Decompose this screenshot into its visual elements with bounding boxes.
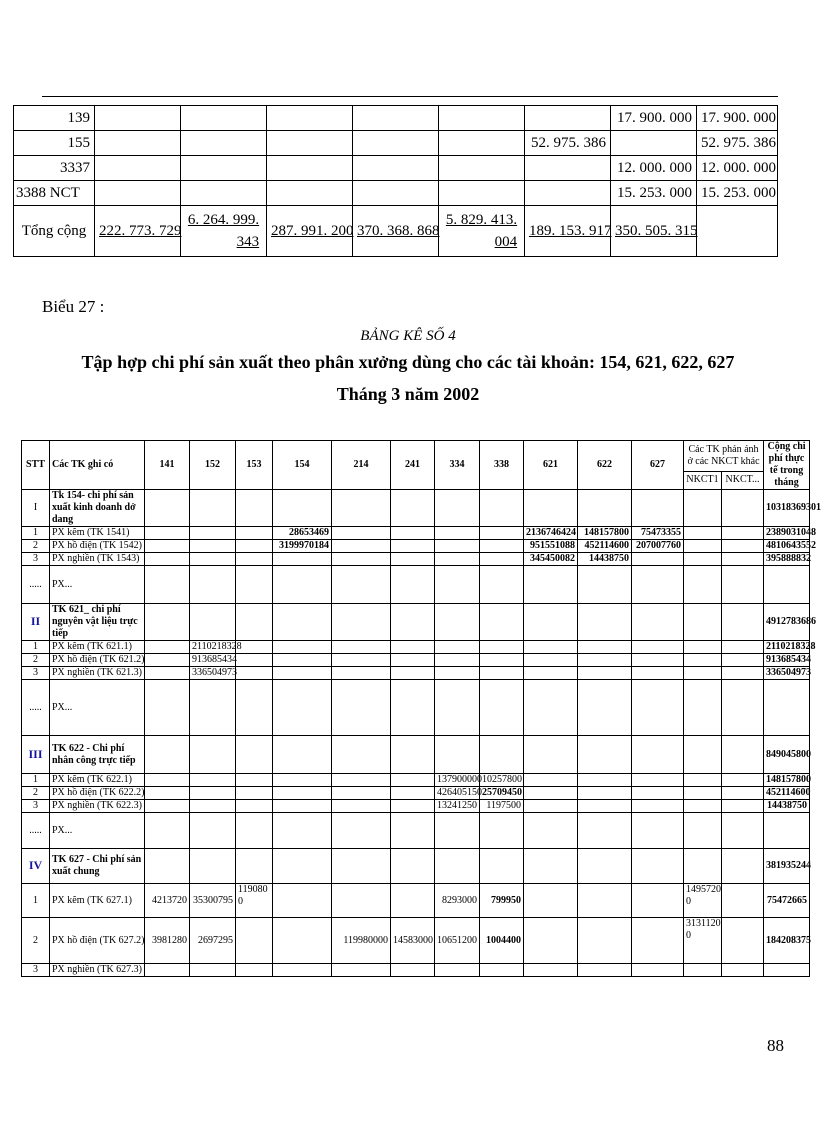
- section-total: 4912783686: [764, 604, 810, 641]
- top-row-139: [14, 106, 778, 131]
- section-row: [22, 736, 810, 774]
- col-header: 154: [273, 441, 332, 490]
- row-label: 155: [14, 131, 95, 156]
- cell: 52. 975. 386: [697, 131, 778, 156]
- table-row: 3 PX nghiền (TK 1543) 345450082 14438750 395888832: [22, 553, 810, 566]
- cost-table: [21, 440, 821, 977]
- table-row: 3 PX nghiền (TK 621.3) 336504973 336504973: [22, 667, 810, 680]
- col-header: 338: [480, 441, 524, 490]
- section-number: II: [30, 614, 41, 628]
- col-header: 141: [145, 441, 190, 490]
- table-row: 3 PX nghiền (TK 622.3) 13241250 1197500 14438750: [22, 800, 810, 813]
- section-label: TK 621_ chi phí nguyên vật liệu trực tiếp: [50, 604, 145, 641]
- table-row: ..... PX...: [22, 566, 810, 604]
- top-row-3388: [14, 181, 778, 206]
- top-total-row: [14, 206, 778, 257]
- table-row: 2 PX hồ điện (TK 1542) 3199970184 951551088 452114600 207007760 4810643552: [22, 540, 810, 553]
- total-cell: 287. 991. 200: [271, 222, 354, 239]
- cell: 17. 900. 000: [697, 106, 778, 131]
- header-row: [22, 441, 810, 472]
- total-cell: 6. 264. 999.: [187, 212, 260, 228]
- top-rule: [42, 96, 778, 97]
- col-header: Cộng chi phí thực tế trong tháng: [764, 441, 810, 490]
- page-title: Tập hợp chi phí sản xuất theo phân xưởng dùng cho các tài khoản: 154, 621, 622, 627: [81, 352, 735, 372]
- top-row-155: [14, 131, 778, 156]
- col-header: 241: [391, 441, 435, 490]
- table-row: ..... PX...: [22, 680, 810, 736]
- table-row: 2 PX hồ điện (TK 622.2) 426405150 25709450 452114600: [22, 787, 810, 800]
- col-header: NKCT...: [722, 471, 764, 489]
- section-label: TK 627 - Chi phí sản xuất chung: [50, 849, 145, 884]
- table-row: 1 PX kẽm (TK 622.1) 137900000 10257800 148157800: [22, 774, 810, 787]
- row-label: 3337: [14, 156, 95, 181]
- col-header: NKCT1: [684, 471, 722, 489]
- cell: 12. 000. 000: [611, 156, 697, 181]
- section-number: III: [28, 746, 43, 761]
- report-code: BẢNG KÊ SỐ 4: [360, 328, 456, 344]
- col-header: 153: [236, 441, 273, 490]
- total-cell: 004: [494, 234, 518, 250]
- section-total: 10318369301: [764, 490, 810, 527]
- section-row: [22, 604, 810, 641]
- section-total: 381935244: [764, 849, 810, 884]
- cell: 15. 253. 000: [611, 181, 697, 206]
- total-cell: 343: [236, 234, 260, 250]
- table-row: 1 PX kẽm (TK 1541) 28653469 2136746424 148157800 75473355 2389031048: [22, 527, 810, 540]
- row-label: 139: [14, 106, 95, 131]
- total-cell: 350. 505. 315: [615, 222, 698, 239]
- col-header: 622: [578, 441, 632, 490]
- col-header: 621: [524, 441, 578, 490]
- table-row: 3 PX nghiền (TK 627.3): [22, 964, 810, 977]
- table-row: 1 PX kẽm (TK 627.1) 4213720 35300795 119080 0 8293000 799950 1495720 0 75472665: [22, 884, 810, 918]
- col-header: 334: [435, 441, 480, 490]
- total-cell: 370. 368. 868: [357, 222, 440, 239]
- total-cell: 5. 829. 413.: [445, 212, 518, 228]
- table-row: 2 PX hồ điện (TK 621.2) 913685434 913685434: [22, 654, 810, 667]
- section-number: IV: [28, 858, 43, 872]
- page-subtitle: Tháng 3 năm 2002: [336, 384, 480, 404]
- total-cell: 222. 773. 729: [99, 222, 182, 239]
- top-table: [13, 105, 778, 257]
- row-label: 3388 NCT: [14, 181, 95, 206]
- table-row: 1 PX kẽm (TK 621.1) 2110218328 2110218328: [22, 641, 810, 654]
- caption: Biểu 27 :: [42, 297, 105, 316]
- section-label: TK 622 - Chi phí nhân công trực tiếp: [50, 736, 145, 774]
- section-label: Tk 154- chi phí sản xuất kinh doanh dở dang: [50, 490, 145, 527]
- total-label: Tổng cộng: [14, 206, 95, 257]
- col-header: 152: [190, 441, 236, 490]
- col-header: Các TK ghi có: [50, 441, 145, 490]
- col-header: 627: [632, 441, 684, 490]
- section-row: [22, 849, 810, 884]
- top-row-3337: [14, 156, 778, 181]
- col-header: 214: [332, 441, 391, 490]
- col-header: Các TK phản ánh ở các NKCT khác: [684, 441, 764, 472]
- total-cell: 189. 153. 917: [529, 222, 612, 239]
- table-row: ..... PX...: [22, 813, 810, 849]
- col-header: STT: [22, 441, 50, 490]
- section-total: 849045800: [764, 736, 810, 774]
- cell: 17. 900. 000: [611, 106, 697, 131]
- section-row: [22, 490, 810, 527]
- cell: 12. 000. 000: [697, 156, 778, 181]
- cell: 15. 253. 000: [697, 181, 778, 206]
- table-row: 2 PX hồ điện (TK 627.2) 3981280 2697295 119980000 14583000 10651200 1004400 3131120 0 184208375: [22, 918, 810, 964]
- cell: 52. 975. 386: [525, 131, 611, 156]
- section-number: I: [22, 490, 50, 527]
- page-number: 88: [767, 1036, 784, 1055]
